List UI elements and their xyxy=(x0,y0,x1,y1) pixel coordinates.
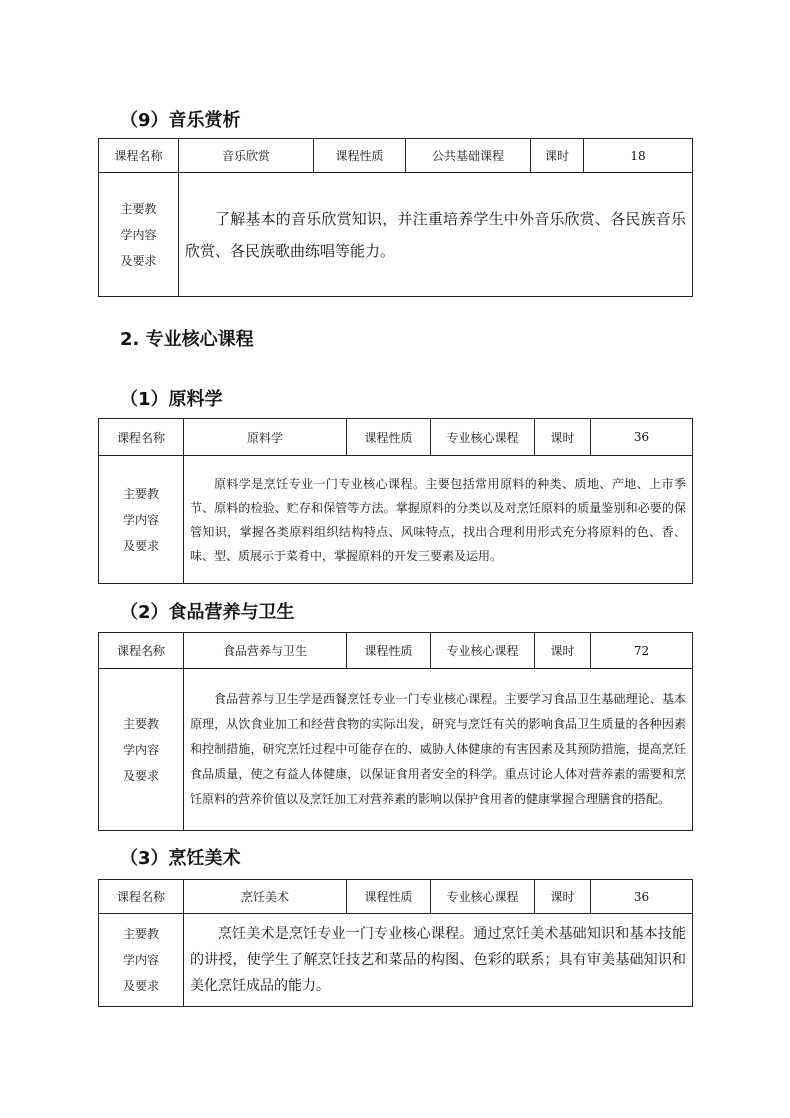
label-line: 学内容 xyxy=(122,742,159,757)
label-line: 学内容 xyxy=(122,512,159,527)
label-line: 主要教 xyxy=(122,486,159,501)
course-name: 食品营养与卫生 xyxy=(184,633,347,669)
course-content: 食品营养与卫生学是西餐烹饪专业一门专业核心课程。主要学习食品卫生基础理论、基本原理，从饮食业加工和经营食物的实际出发，研究与烹饪有关的影响食品卫生质量的各种因素和控制措施，研究烹饪过程中可能存在的、威胁人体健康的有害因素及其预防措施，提高烹饪食品质量，使之有益人体健康，以保证食用者安全的科学。重点讨论人体对营养素的需要和烹饪原料的营养价值以及烹饪加工对营养素的影响以保护食用者的健康掌握合理膳食的搭配。 xyxy=(184,669,693,831)
label-line: 主要教 xyxy=(122,716,159,731)
course-table-materials xyxy=(98,418,693,584)
course-content: 了解基本的音乐欣赏知识，并注重培养学生中外音乐欣赏、各民族音乐欣赏、各民族歌曲练唱等能力。 xyxy=(179,173,693,297)
course-nature: 专业核心课程 xyxy=(431,419,535,456)
course-content: 原料学是烹饪专业一门专业核心课程。主要包括常用原料的种类、质地、产地、上市季节、原料的检验、贮存和保管等方法。掌握原料的分类以及对烹饪原料的质量鉴别和必要的保管知识，掌握各类原料组织结构特点、风味特点，找出合理利用形式充分将原料的色、香、味、型、质展示于菜肴中，掌握原料的开发三要素及运用。 xyxy=(184,456,693,584)
section-heading: （3）烹饪美术 xyxy=(120,848,241,869)
course-nature: 专业核心课程 xyxy=(431,633,535,669)
section-heading: （1）原料学 xyxy=(120,389,223,410)
content-label xyxy=(99,669,184,831)
section-heading: （2）食品营养与卫生 xyxy=(120,602,295,623)
course-table-music xyxy=(98,138,693,297)
label-line: 学内容 xyxy=(122,953,159,967)
name-label: 课程名称 xyxy=(99,633,184,669)
hours-label: 课时 xyxy=(535,880,591,914)
content-label xyxy=(99,173,179,297)
course-table-nutrition xyxy=(98,632,693,831)
course-table-art xyxy=(98,879,693,1007)
chapter-heading: 2. 专业核心课程 xyxy=(120,329,254,350)
section-heading: （9）音乐赏析 xyxy=(120,110,241,131)
course-hours: 36 xyxy=(591,419,693,456)
course-hours: 18 xyxy=(584,139,693,173)
nature-label: 课程性质 xyxy=(347,419,431,456)
label-line: 主要教 xyxy=(120,201,157,216)
course-name: 音乐欣赏 xyxy=(179,139,314,173)
label-line: 主要教 xyxy=(122,927,159,941)
hours-label: 课时 xyxy=(531,139,584,173)
course-content: 烹饪美术是烹饪专业一门专业核心课程。通过烹饪美术基础知识和基本技能的讲授，使学生了解烹饪技艺和菜品的构图、色彩的联系；具有审美基础知识和美化烹饪成品的能力。 xyxy=(184,914,693,1007)
course-name: 烹饪美术 xyxy=(184,880,347,914)
course-name: 原料学 xyxy=(184,419,347,456)
hours-label: 课时 xyxy=(535,633,591,669)
nature-label: 课程性质 xyxy=(314,139,406,173)
nature-label: 课程性质 xyxy=(347,633,431,669)
course-hours: 36 xyxy=(591,880,693,914)
label-line: 及要求 xyxy=(122,538,159,553)
course-nature: 专业核心课程 xyxy=(431,880,535,914)
name-label: 课程名称 xyxy=(99,139,179,173)
label-line: 学内容 xyxy=(120,227,157,242)
hours-label: 课时 xyxy=(535,419,591,456)
name-label: 课程名称 xyxy=(99,419,184,456)
name-label: 课程名称 xyxy=(99,880,184,914)
label-line: 及要求 xyxy=(120,253,157,268)
content-label xyxy=(99,456,184,584)
label-line: 及要求 xyxy=(122,979,159,993)
course-nature: 公共基础课程 xyxy=(406,139,531,173)
label-line: 及要求 xyxy=(122,768,159,783)
course-hours: 72 xyxy=(591,633,693,669)
nature-label: 课程性质 xyxy=(347,880,431,914)
content-label xyxy=(99,914,184,1007)
